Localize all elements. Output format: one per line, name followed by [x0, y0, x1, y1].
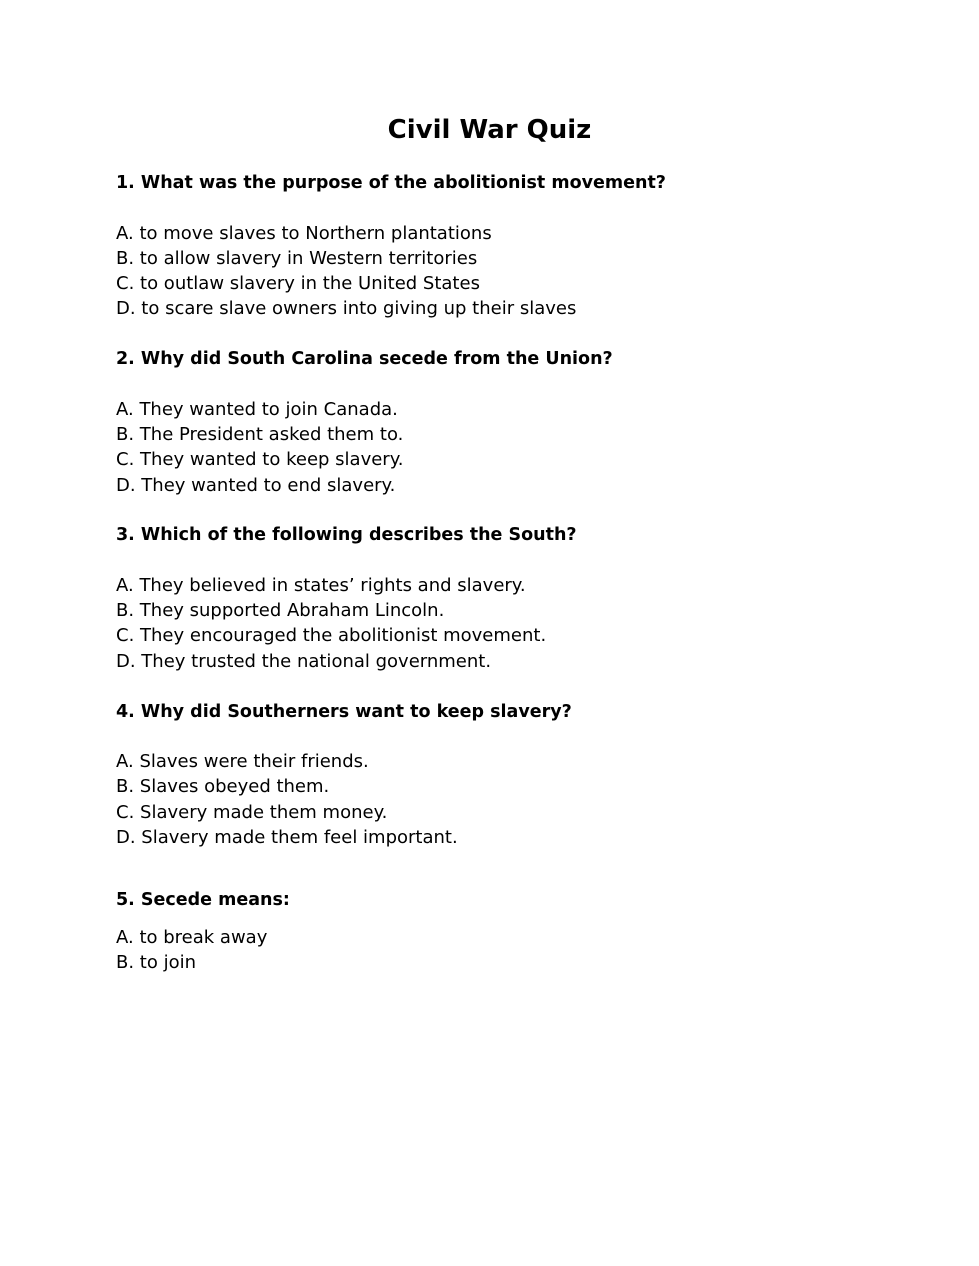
- question-3: 3. Which of the following describes the South?: [116, 525, 577, 545]
- question-2-option-d: D. They wanted to end slavery.: [116, 475, 396, 496]
- question-1: 1. What was the purpose of the abolitionist movement?: [116, 173, 666, 193]
- question-5: 5. Secede means:: [116, 890, 290, 910]
- question-2: 2. Why did South Carolina secede from the Union?: [116, 349, 613, 369]
- question-1-option-c: C. to outlaw slavery in the United States: [116, 273, 480, 294]
- question-2-option-a: A. They wanted to join Canada.: [116, 399, 398, 420]
- question-4-option-c: C. Slavery made them money.: [116, 802, 388, 823]
- question-3-option-d: D. They trusted the national government.: [116, 651, 492, 672]
- question-4: 4. Why did Southerners want to keep slavery?: [116, 702, 572, 722]
- question-3-option-a: A. They believed in states’ rights and slavery.: [116, 575, 526, 596]
- question-4-option-a: A. Slaves were their friends.: [116, 751, 369, 772]
- question-1-option-b: B. to allow slavery in Western territories: [116, 248, 478, 269]
- question-3-option-b: B. They supported Abraham Lincoln.: [116, 600, 445, 621]
- question-2-option-b: B. The President asked them to.: [116, 424, 404, 445]
- question-5-option-a: A. to break away: [116, 927, 268, 948]
- question-5-option-b: B. to join: [116, 952, 197, 973]
- question-2-option-c: C. They wanted to keep slavery.: [116, 449, 404, 470]
- page-title: Civil War Quiz: [387, 115, 592, 145]
- question-3-option-c: C. They encouraged the abolitionist movement.: [116, 625, 547, 646]
- question-4-option-d: D. Slavery made them feel important.: [116, 827, 458, 848]
- question-1-option-a: A. to move slaves to Northern plantations: [116, 223, 492, 244]
- question-1-option-d: D. to scare slave owners into giving up their slaves: [116, 298, 577, 319]
- question-4-option-b: B. Slaves obeyed them.: [116, 776, 330, 797]
